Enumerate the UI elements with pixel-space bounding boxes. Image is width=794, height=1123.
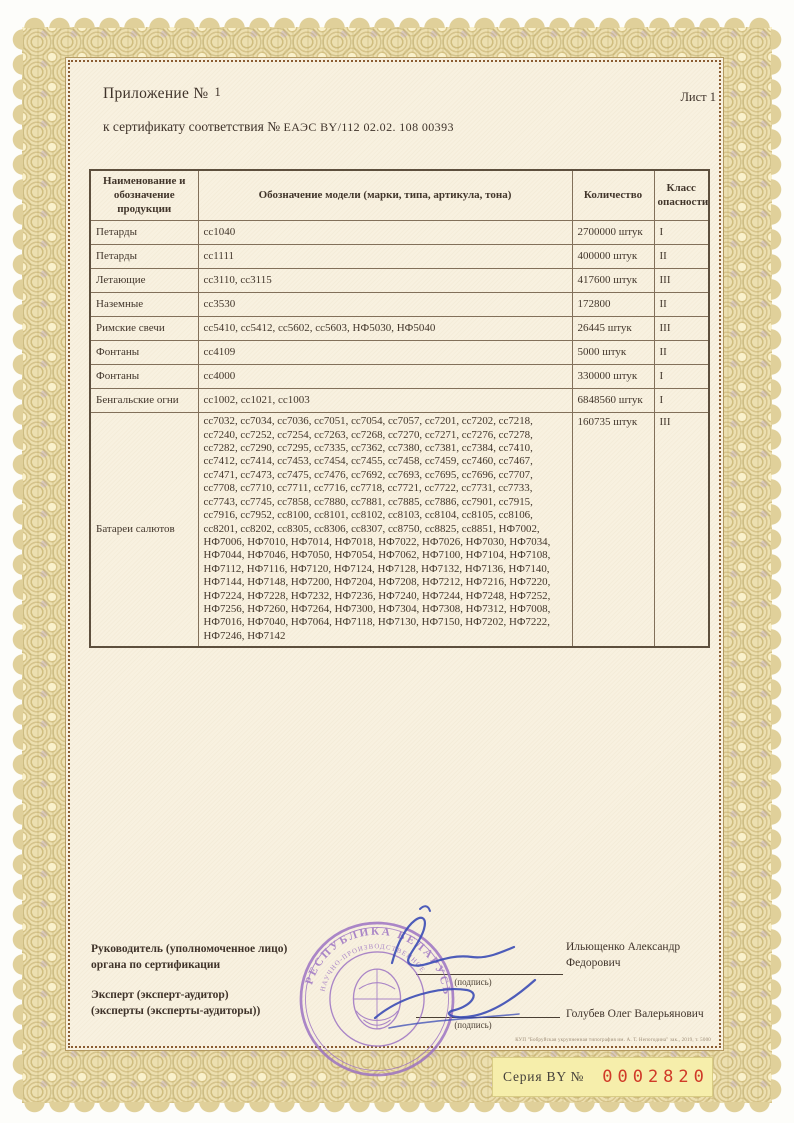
expert-label-line1: Эксперт (эксперт-аудитор) <box>91 989 229 1001</box>
sheet-number: Лист 1 <box>680 90 716 104</box>
product-name-cell: Бенгальские огни <box>90 389 198 413</box>
product-name-cell: Батареи салютов <box>90 413 198 647</box>
serial-number-strip <box>492 1057 713 1097</box>
table-row <box>90 245 709 269</box>
scallop-edge-right <box>771 27 783 1103</box>
quantity-cell: 417600 штук <box>572 269 654 293</box>
series-label: Серия BY № <box>503 1069 585 1084</box>
quantity-cell: 6848560 штук <box>572 389 654 413</box>
quantity-cell: 330000 штук <box>572 365 654 389</box>
appendix-number: 1 <box>214 85 222 99</box>
quantity-cell: 160735 штук <box>572 413 654 647</box>
product-name-cell: Наземные <box>90 293 198 317</box>
certificate-number: ЕАЭС BY/112 02.02. 108 00393 <box>283 120 454 134</box>
head-signatory-name <box>566 939 716 971</box>
models-cell: cc1002, cc1021, cc1003 <box>198 389 572 413</box>
column-header: Класс опасности <box>654 170 709 221</box>
scallop-edge-left <box>11 27 23 1103</box>
table-row <box>90 269 709 293</box>
hazard-class-cell: III <box>654 269 709 293</box>
product-name-cell: Петарды <box>90 245 198 269</box>
column-header: Обозначение модели (марки, типа, артикула, тона) <box>198 170 572 221</box>
product-name-cell: Петарды <box>90 221 198 245</box>
product-table-body <box>90 221 709 647</box>
product-name-cell: Фонтаны <box>90 341 198 365</box>
printer-imprint-line: КУП "Бобруйская укрупненная типография им. А. Т. Непогодина" зак., 2019, т. 5000 <box>515 1038 711 1043</box>
signature-caption-expert: (подпись) <box>454 1020 492 1030</box>
hazard-class-cell: I <box>654 389 709 413</box>
hazard-class-cell: III <box>654 413 709 647</box>
table-row <box>90 389 709 413</box>
head-name-line2: Федорович <box>566 957 621 969</box>
product-name-cell: Фонтаны <box>90 365 198 389</box>
models-cell: cc1111 <box>198 245 572 269</box>
quantity-cell: 172800 <box>572 293 654 317</box>
scallop-edge-top <box>22 16 772 28</box>
head-signature-ink <box>384 903 524 981</box>
table-row <box>90 317 709 341</box>
product-table <box>89 169 710 648</box>
product-name-cell: Римские свечи <box>90 317 198 341</box>
models-cell: cc3530 <box>198 293 572 317</box>
appendix-label: Приложение № <box>103 85 209 102</box>
table-row <box>90 413 709 647</box>
column-header: Наименование и обозначение продукции <box>90 170 198 221</box>
hazard-class-cell: III <box>654 317 709 341</box>
stamp-inner-text: НАУЧНО-ПРОИЗВОДСТВЕННОЕ <box>319 943 427 993</box>
expert-signatory-name: Голубев Олег Валерьянович <box>566 1008 704 1020</box>
stamp-outer-text: РЕСПУБЛИКА БЕЛАРУСЬ <box>303 925 453 998</box>
certificate-label: к сертификату соответствия № <box>103 119 281 134</box>
head-label-line1: Руководитель (уполномоченное лицо) <box>91 943 288 955</box>
models-cell: cc1040 <box>198 221 572 245</box>
signature-caption-head: (подпись) <box>454 977 492 987</box>
models-cell: cc3110, cc3115 <box>198 269 572 293</box>
appendix-title <box>103 85 221 103</box>
quantity-cell: 5000 штук <box>572 341 654 365</box>
models-cell: cc4109 <box>198 341 572 365</box>
models-cell: cc5410, cc5412, cc5602, cc5603, НФ5030, НФ5040 <box>198 317 572 341</box>
certificate-reference <box>103 119 454 135</box>
hazard-class-cell: I <box>654 221 709 245</box>
head-label-line2: органа по сертификации <box>91 959 221 971</box>
hazard-class-cell: II <box>654 341 709 365</box>
scallop-edge-bottom <box>22 1102 772 1114</box>
models-cell: cc7032, cc7034, cc7036, cc7051, cc7054, cc7057, cc7201, cc7202, cc7218, cc7240, cc7252, cc7254, cc7263, cc7268, cc7270, cc7271, cc7276, cc7278, cc7282, cc7290, cc7295, cc7335, cc7362, cc7380, cc7381, cc7384, cc7410, cc7412, cc7414, cc7453, cc7454, cc7455, cc7458, cc7459, cc7460, cc7467, cc7471, cc7473, cc7475, cc7476, cc7692, cc7693, cc7695, cc7696, cc7707, cc7708, cc7710, cc7711, cc7716, cc7718, cc7721, cc7722, cc7731, cc7733, cc7743, cc7745, cc7858, cc7880, cc7881, cc7885, cc7886, cc7901, cc7915, cc7916, cc7952, cc8100, cc8101, cc8102, cc8103, cc8104, cc8105, cc8106, cc8201, cc8202, cc8305, cc8306, cc8307, cc8750, cc8825, cc8851, НФ7002, НФ7006, НФ7010, НФ7014, НФ7018, НФ7022, НФ7026, НФ7030, НФ7034, НФ7044, НФ7046, НФ7050, НФ7054, НФ7062, НФ7100, НФ7104, НФ7108, НФ7112, НФ7116, НФ7120, НФ7124, НФ7128, НФ7132, НФ7136, НФ7140, НФ7144, НФ7148, НФ7200, НФ7204, НФ7208, НФ7212, НФ7216, НФ7220, НФ7224, НФ7228, НФ7232, НФ7236, НФ7240, НФ7244, НФ7248, НФ7252, НФ7256, НФ7260, НФ7264, НФ7300, НФ7304, НФ7308, НФ7312, НФ7008, НФ7016, НФ7040, НФ7064, НФ7118, НФ7130, НФ7150, НФ7202, НФ7222, НФ7246, НФ7142 <box>198 413 572 647</box>
hazard-class-cell: I <box>654 365 709 389</box>
quantity-cell: 2700000 штук <box>572 221 654 245</box>
quantity-cell: 26445 штук <box>572 317 654 341</box>
models-cell: cc4000 <box>198 365 572 389</box>
table-header-row <box>90 170 709 221</box>
table-row <box>90 221 709 245</box>
document-paper <box>65 57 724 1051</box>
expert-label-line2: (эксперты (эксперты-аудиторы)) <box>91 1005 261 1017</box>
serial-number: 0002820 <box>602 1067 709 1087</box>
column-header: Количество <box>572 170 654 221</box>
head-name-line1: Ильющенко Александр <box>566 941 681 953</box>
product-name-cell: Летающие <box>90 269 198 293</box>
table-row <box>90 293 709 317</box>
quantity-cell: 400000 штук <box>572 245 654 269</box>
table-row <box>90 341 709 365</box>
table-row <box>90 365 709 389</box>
expert-signature-ink <box>369 974 539 1034</box>
hazard-class-cell: II <box>654 245 709 269</box>
hazard-class-cell: II <box>654 293 709 317</box>
